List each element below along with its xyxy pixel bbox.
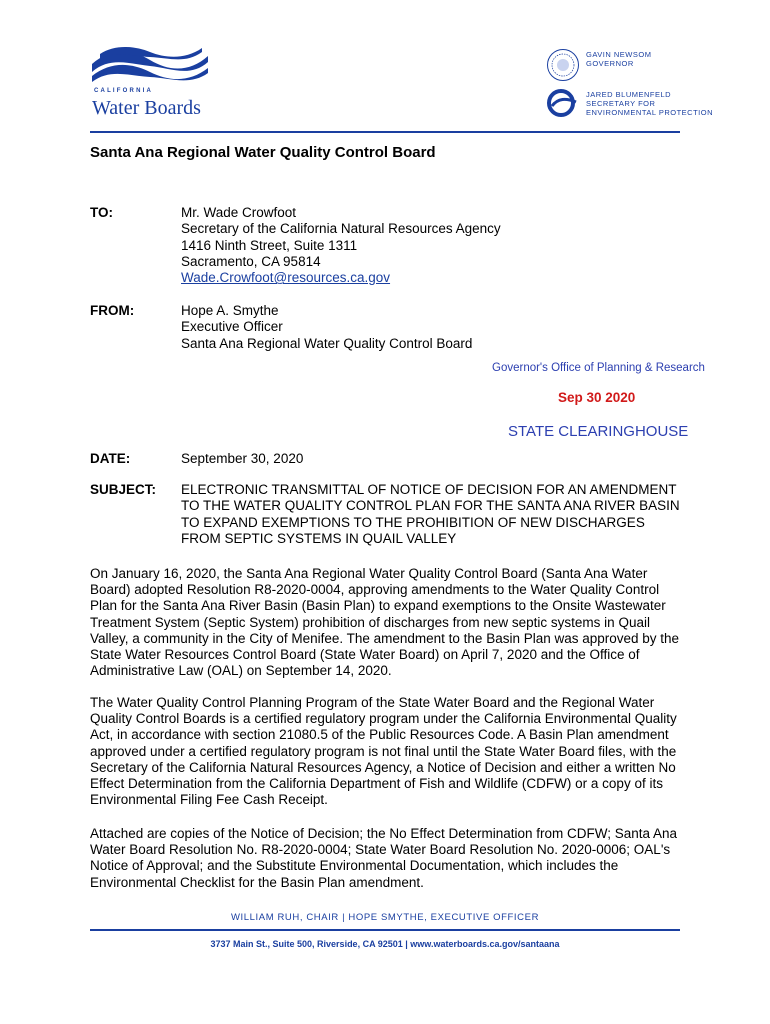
logo-california-text: CALIFORNIA <box>94 88 153 94</box>
to-block <box>181 205 501 286</box>
body-paragraph: Attached are copies of the Notice of Decision; the No Effect Determination from CDFW; Santa Ana Water Board Resolution No. R8-2020-0004; State Water Board Resolution No. 2020-0006; OAL's Notice of Approval; and the Substitute Environmental Documentation, which includes the Environmental Checklist for the Basin Plan amendment. <box>90 826 678 890</box>
to-line: Secretary of the California Natural Resources Agency <box>181 221 501 237</box>
to-label: TO: <box>90 205 113 220</box>
footer-officers: WILLIAM RUH, CHAIR | HOPE SMYTHE, EXECUTIVE OFFICER <box>230 912 540 923</box>
secretary-block <box>586 90 713 117</box>
stamp-office: Governor's Office of Planning & Research <box>492 362 705 374</box>
to-line: Sacramento, CA 95814 <box>181 253 321 269</box>
subject-label: SUBJECT: <box>90 482 157 497</box>
secretary-dept: ENVIRONMENTAL PROTECTION <box>586 108 714 117</box>
california-seal-icon <box>546 48 580 82</box>
from-line: Executive Officer <box>181 319 283 335</box>
stamp-clearinghouse: STATE CLEARINGHOUSE <box>508 423 689 440</box>
stamp-date: Sep 30 2020 <box>558 390 636 405</box>
body-paragraph: The Water Quality Control Planning Program of the State Water Board and the Regional Water Quality Control Boards is a certified regulatory program under the California Environmental Quality Act, in accordance with section 21080.5 of the Public Resources Code. A Basin Plan amendment approved under a certified regulatory program is not final until the State Water Board files, with the Secretary of the California Natural Resources Agency, a Notice of Decision and either a written No Effect Determination from the California Department of Fish and Wildlife (CDFW) or a copy of its Environmental Filing Fee Cash Receipt. <box>90 695 677 808</box>
from-label: FROM: <box>90 303 135 318</box>
secretary-title: SECRETARY FOR <box>586 99 656 108</box>
subject-value: ELECTRONIC TRANSMITTAL OF NOTICE OF DECISION FOR AN AMENDMENT TO THE WATER QUALITY CONTROL PLAN FOR THE SANTA ANA RIVER BASIN TO EXPAND EXEMPTIONS TO THE PROHIBITION OF NEW DISCHARGES FROM SEPTIC SYSTEMS IN QUAIL VALLEY <box>181 482 680 546</box>
body-paragraph: On January 16, 2020, the Santa Ana Regional Water Quality Control Board (Santa Ana Water Board) adopted Resolution R8-2020-0004, approving amendments to the Water Quality Control Plan for the Santa Ana River Basin (Basin Plan) to expand exemptions to the Onsite Wastewater Treatment System (Septic System) prohibition of discharges from new septic systems in Quail Valley, a community in the City of Menifee. The amendment to the Basin Plan was approved by the State Water Resources Control Board (State Water Board) on April 7, 2020 and the Office of Administrative Law (OAL) on September 14, 2020. <box>90 566 680 679</box>
to-line: 1416 Ninth Street, Suite 1311 <box>181 237 358 253</box>
date-value: September 30, 2020 <box>181 451 304 466</box>
governor-name: GAVIN NEWSOM <box>586 50 652 59</box>
to-email-link[interactable]: Wade.Crowfoot@resources.ca.gov <box>181 270 391 286</box>
header-divider <box>90 131 680 133</box>
calepa-logo-icon <box>546 88 580 118</box>
board-title: Santa Ana Regional Water Quality Control Board <box>90 144 436 161</box>
from-line: Santa Ana Regional Water Quality Control Board <box>181 335 473 351</box>
footer-divider <box>90 929 680 931</box>
secretary-name: JARED BLUMENFELD <box>586 90 672 99</box>
governor-title: GOVERNOR <box>586 59 634 68</box>
date-label: DATE: <box>90 451 131 466</box>
from-block <box>181 303 472 352</box>
governor-block <box>586 50 651 68</box>
to-line: Mr. Wade Crowfoot <box>181 205 297 220</box>
water-boards-wave-logo <box>90 46 210 88</box>
footer-address: 3737 Main St., Suite 500, Riverside, CA 92501 | www.waterboards.ca.gov/santaana <box>210 939 560 949</box>
from-line: Hope A. Smythe <box>181 303 279 318</box>
logo-water-boards-text: Water Boards <box>92 97 201 119</box>
